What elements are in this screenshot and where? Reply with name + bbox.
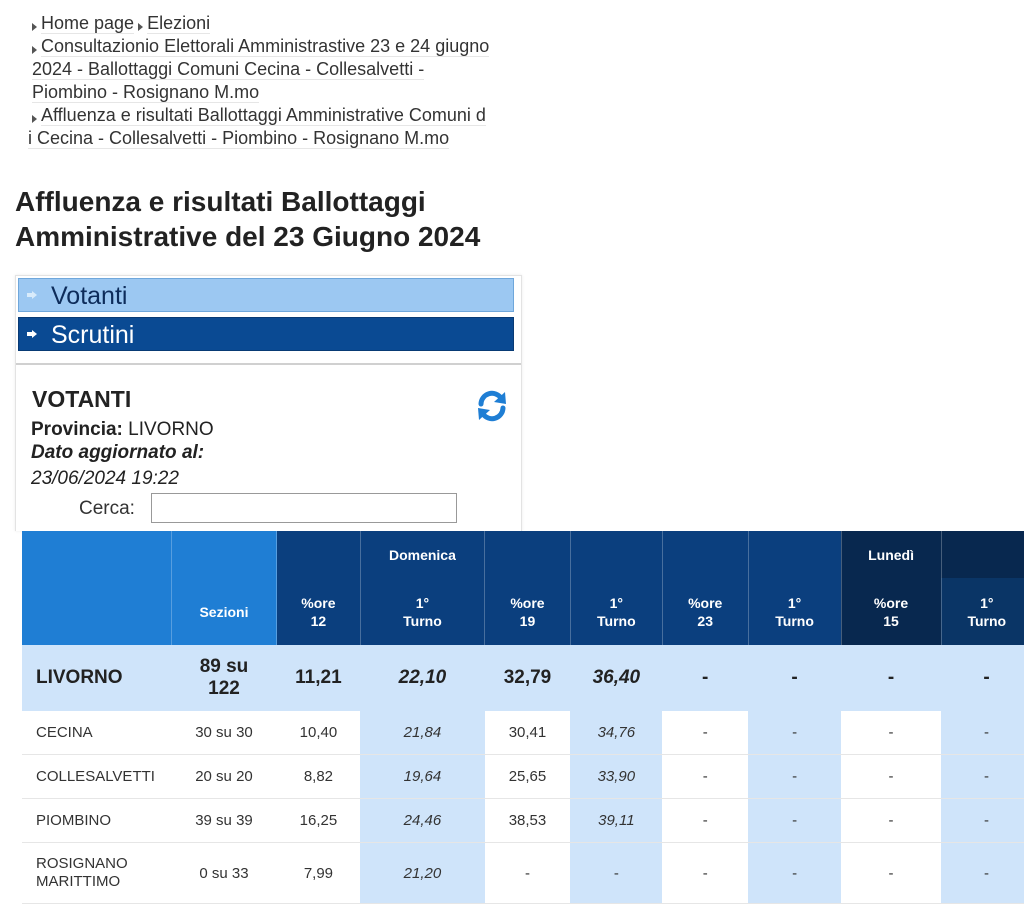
cell-sezioni: 39 su 39 <box>171 799 276 843</box>
cell-sezioni-b: 122 <box>208 678 240 699</box>
cell-value: - <box>841 711 941 755</box>
header-turno-1-b: Turno <box>403 612 442 629</box>
cell-comune <box>22 711 171 755</box>
cell-sezioni: 30 su 30 <box>171 711 276 755</box>
cell-value: 32,79 <box>485 645 571 711</box>
header-sezioni: Sezioni <box>171 578 276 645</box>
cell-value: - <box>841 645 941 711</box>
table-header-cell <box>485 531 571 578</box>
breadcrumb-arrow-icon <box>32 115 37 123</box>
cell-value: 33,90 <box>570 755 662 799</box>
cell-value: - <box>841 843 941 904</box>
breadcrumb-consultazioni-link-2[interactable]: 2024 - Ballottaggi Comuni Cecina - Collesalvetti - <box>32 59 425 79</box>
cell-value: 24,46 <box>360 799 484 843</box>
breadcrumb-consultazioni-link-3[interactable]: Piombino - Rosignano M.mo <box>32 82 260 102</box>
menu-scrutini[interactable] <box>18 317 514 351</box>
table-header-cell <box>748 531 841 578</box>
cell-comune-a: PIOMBINO <box>36 811 112 829</box>
cell-sezioni-a: 89 su <box>199 656 249 677</box>
header-turno-2-a: 1° <box>609 594 624 611</box>
table-group-header-row <box>22 531 1024 578</box>
table-header-cell <box>941 531 1024 578</box>
header-turno-4-a: 1° <box>980 594 994 611</box>
arrow-right-icon <box>27 330 37 338</box>
table-row-total[interactable] <box>22 645 1024 711</box>
cell-value: 22,10 <box>360 645 484 711</box>
cell-value: - <box>748 799 841 843</box>
table-row[interactable] <box>22 711 1024 755</box>
cell-value: 34,76 <box>570 711 662 755</box>
cell-comune-b: MARITTIMO <box>36 873 121 890</box>
header-ore23-a: %ore <box>688 594 723 611</box>
header-turno-1-a: 1° <box>415 594 430 611</box>
cell-comune <box>22 843 171 904</box>
cell-value: - <box>941 799 1024 843</box>
header-comune <box>22 578 171 645</box>
header-turno-4 <box>941 578 1024 645</box>
breadcrumb-home-link[interactable]: Home page <box>41 13 135 33</box>
table-header-cell <box>570 531 662 578</box>
breadcrumb-arrow-icon <box>32 46 37 54</box>
breadcrumb-arrow-icon <box>138 23 143 31</box>
votanti-title: VOTANTI <box>32 386 132 412</box>
cell-value: - <box>662 799 748 843</box>
votanti-panel <box>15 275 522 531</box>
header-ore23-b: 23 <box>697 612 713 629</box>
header-ore19-b: 19 <box>519 612 536 629</box>
breadcrumb-elezioni-link[interactable]: Elezioni <box>147 13 211 33</box>
header-turno-3-a: 1° <box>787 594 802 611</box>
breadcrumb <box>28 12 533 150</box>
cerca-label: Cerca: <box>79 498 135 519</box>
cell-value: - <box>941 711 1024 755</box>
table-row[interactable] <box>22 799 1024 843</box>
cell-value: 10,40 <box>277 711 361 755</box>
cell-value: - <box>941 843 1024 904</box>
search-input[interactable] <box>151 493 457 523</box>
header-ore23 <box>662 578 748 645</box>
cell-value: - <box>662 711 748 755</box>
breadcrumb-affluenza-link-1[interactable]: Affluenza e risultati Ballottaggi Amministrative Comuni d <box>41 105 486 125</box>
cell-value: - <box>662 645 748 711</box>
cell-value: - <box>748 645 841 711</box>
table-row[interactable] <box>22 843 1024 904</box>
header-ore15 <box>841 578 941 645</box>
header-turno-2 <box>570 578 662 645</box>
header-turno-2-b: Turno <box>597 612 636 629</box>
breadcrumb-affluenza-link-2[interactable]: i Cecina - Collesalvetti - Piombino - Rosignano M.mo <box>28 128 450 148</box>
provincia <box>31 419 214 441</box>
header-ore15-a: %ore <box>873 594 909 611</box>
menu-scrutini-label: Scrutini <box>51 321 135 349</box>
divider <box>16 363 521 365</box>
cell-comune <box>22 799 171 843</box>
cell-sezioni <box>171 645 276 711</box>
cell-value: 11,21 <box>277 645 361 711</box>
header-domenica: Domenica <box>360 531 484 578</box>
breadcrumb-arrow-icon <box>32 23 37 31</box>
cell-sezioni: 20 su 20 <box>171 755 276 799</box>
cell-value: - <box>485 843 571 904</box>
dato-aggiornato-value: 23/06/2024 19:22 <box>31 468 179 489</box>
cell-comune <box>22 755 171 799</box>
cell-value: - <box>748 711 841 755</box>
cell-value: - <box>841 755 941 799</box>
menu-votanti[interactable] <box>18 278 514 312</box>
cell-value: 21,20 <box>360 843 484 904</box>
cell-sezioni: 0 su 33 <box>171 843 276 904</box>
cell-value: - <box>941 645 1024 711</box>
table-header-cell <box>171 531 276 578</box>
provincia-value: LIVORNO <box>128 419 214 440</box>
header-turno-1 <box>360 578 484 645</box>
cell-value: 30,41 <box>485 711 571 755</box>
cell-value: 25,65 <box>485 755 571 799</box>
page-title <box>15 184 535 254</box>
table-header-cell <box>22 531 171 578</box>
cell-value: - <box>841 799 941 843</box>
table-row[interactable] <box>22 755 1024 799</box>
header-turno-4-b: Turno <box>967 612 1007 629</box>
table-header-cell <box>277 531 361 578</box>
cell-value: - <box>941 755 1024 799</box>
header-ore12-b: 12 <box>310 612 327 629</box>
cell-value: - <box>748 755 841 799</box>
provincia-label: Provincia: <box>31 419 123 440</box>
cell-value: 36,40 <box>570 645 662 711</box>
page-title-line-1: Affluenza e risultati Ballottaggi <box>15 186 426 217</box>
cell-value: 19,64 <box>360 755 484 799</box>
header-ore12 <box>277 578 361 645</box>
cell-comune-a: ROSIGNANO <box>36 855 128 872</box>
table-column-header-row <box>22 578 1024 645</box>
cell-value: 38,53 <box>485 799 571 843</box>
arrow-right-icon <box>27 291 37 299</box>
cell-comune-a: COLLESALVETTI <box>36 767 155 785</box>
affluenza-table <box>22 531 1024 904</box>
cell-comune-a: CECINA <box>36 723 93 741</box>
header-ore15-b: 15 <box>883 612 899 629</box>
cell-value: 7,99 <box>277 843 361 904</box>
cell-value: 16,25 <box>277 799 361 843</box>
cell-value: - <box>662 755 748 799</box>
header-turno-3 <box>748 578 841 645</box>
cell-value: - <box>662 843 748 904</box>
menu-votanti-label: Votanti <box>51 282 128 310</box>
header-lunedi: Lunedì <box>841 531 941 578</box>
cell-value: - <box>748 843 841 904</box>
breadcrumb-consultazioni-link-1[interactable]: Consultazionio Elettorali Amministrastive 23 e 24 giugno <box>41 36 490 56</box>
header-ore19-a: %ore <box>510 594 545 611</box>
header-ore19 <box>485 578 571 645</box>
refresh-icon[interactable] <box>475 389 509 423</box>
cell-comune: LIVORNO <box>22 645 171 711</box>
header-ore12-a: %ore <box>301 594 336 611</box>
table-header-cell <box>662 531 748 578</box>
dato-aggiornato-label: Dato aggiornato al: <box>31 442 205 463</box>
header-turno-3-b: Turno <box>775 612 814 629</box>
cell-value: 39,11 <box>570 799 662 843</box>
cell-value: 21,84 <box>360 711 484 755</box>
cell-value: 8,82 <box>277 755 361 799</box>
cell-value: - <box>570 843 662 904</box>
page-title-line-2: Amministrative del 23 Giugno 2024 <box>15 221 481 252</box>
